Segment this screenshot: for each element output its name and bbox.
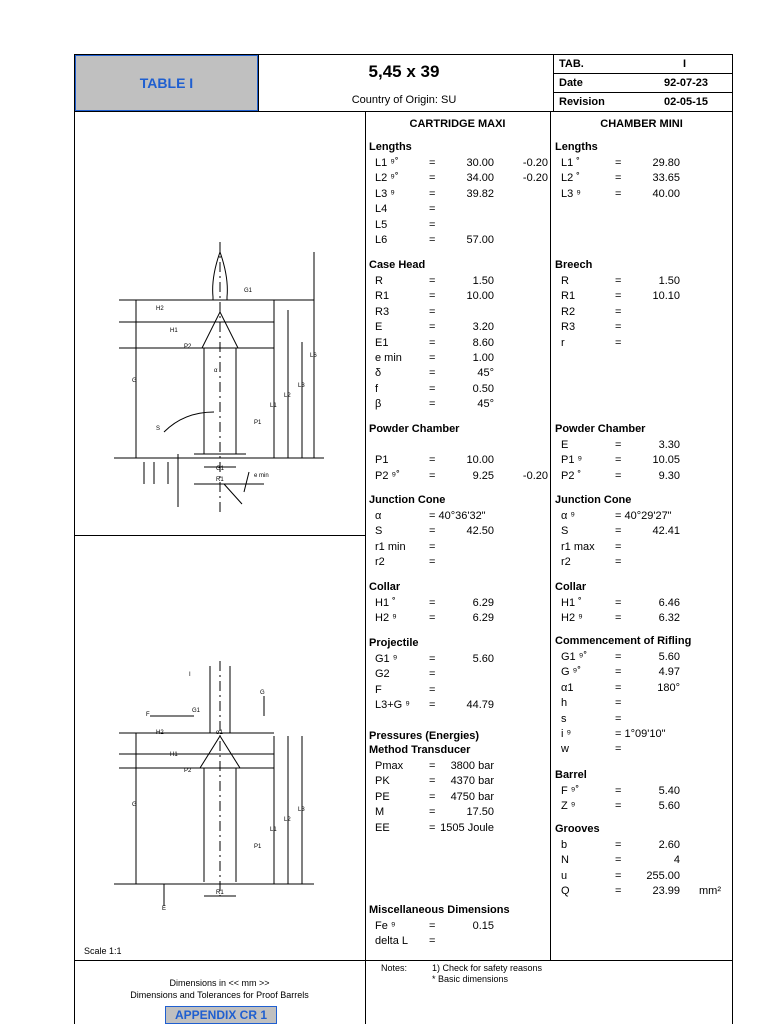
param-value: 2.60 bbox=[658, 839, 680, 851]
section-title: Junction Cone bbox=[555, 494, 632, 506]
notes-label: Notes: bbox=[381, 963, 408, 973]
param-equals: = bbox=[429, 920, 436, 932]
section-title: Case Head bbox=[369, 259, 426, 271]
param-value: 29.80 bbox=[652, 157, 680, 169]
param-tolerance: -0.20 bbox=[522, 172, 548, 185]
date-label: Date bbox=[559, 77, 583, 89]
section-title: Method Transducer bbox=[369, 744, 471, 756]
param-name: u bbox=[561, 869, 568, 882]
param-value: 0.15 bbox=[472, 920, 494, 932]
param-name: Pmax bbox=[375, 760, 404, 772]
param-equals: = bbox=[429, 540, 436, 553]
param-equals: = bbox=[615, 525, 622, 538]
label-h2: H2 bbox=[156, 306, 164, 312]
param-equals: = bbox=[429, 935, 436, 948]
section-title: Lengths bbox=[555, 141, 598, 153]
label-r1: R1 bbox=[216, 477, 224, 483]
revision-value: 02-05-15 bbox=[664, 96, 709, 108]
param-equals: = 40°29'27" bbox=[615, 510, 672, 522]
param-name: w bbox=[561, 743, 569, 756]
section-title: Barrel bbox=[555, 769, 587, 781]
param-equals: = bbox=[429, 234, 436, 246]
param-equals: = bbox=[615, 275, 622, 287]
param-name: R3 bbox=[375, 305, 390, 318]
param-value: 0.50 bbox=[472, 382, 494, 395]
label-e-ch: E bbox=[162, 906, 167, 912]
param-name: E bbox=[375, 321, 383, 334]
param-value: 5.60 bbox=[472, 653, 494, 665]
param-value: 3800 bar bbox=[450, 760, 494, 772]
param-value: 8.60 bbox=[472, 336, 494, 349]
param-equals: = bbox=[615, 885, 622, 898]
param-name: R bbox=[375, 275, 383, 287]
param-name: f bbox=[375, 382, 379, 395]
label-i-ch: I bbox=[189, 672, 191, 678]
param-value: 3.30 bbox=[658, 439, 680, 451]
param-tolerance: -0.20 bbox=[522, 157, 548, 169]
param-name: R3 bbox=[561, 321, 576, 334]
label-l2-ch: L2 bbox=[284, 817, 291, 823]
param-value: 45° bbox=[477, 367, 494, 380]
param-name: H1 ˚ bbox=[375, 597, 396, 609]
param-name: r bbox=[561, 336, 565, 349]
param-value: 6.46 bbox=[658, 597, 680, 609]
param-name: L2 ˚ bbox=[561, 172, 580, 185]
param-name: M bbox=[375, 806, 385, 819]
param-equals: = bbox=[615, 172, 622, 185]
param-name: h bbox=[561, 697, 568, 710]
param-name: α1 bbox=[561, 681, 574, 694]
param-name: α ⁹ bbox=[561, 510, 576, 522]
param-equals: = bbox=[429, 336, 436, 349]
param-equals: = bbox=[429, 683, 436, 696]
param-value: 57.00 bbox=[466, 234, 494, 246]
param-name: G1 ⁹ bbox=[375, 653, 398, 665]
param-name: e min bbox=[375, 352, 402, 364]
chamber-drawing bbox=[74, 536, 365, 960]
param-equals: = bbox=[429, 699, 436, 712]
param-name: L1 ⁹˚ bbox=[375, 157, 399, 169]
param-value: 1505 Joule bbox=[440, 821, 494, 834]
label-p2: P2 bbox=[184, 344, 192, 350]
param-equals: = bbox=[429, 305, 436, 318]
label-g1-ch: G1 bbox=[192, 708, 201, 714]
param-value: 33.65 bbox=[652, 172, 680, 185]
label-h1-ch: H1 bbox=[170, 752, 178, 758]
param-equals: = bbox=[429, 668, 436, 681]
param-name: L3 ⁹ bbox=[375, 187, 396, 200]
param-equals: = bbox=[429, 275, 436, 287]
param-equals: = bbox=[615, 854, 622, 867]
label-f: F bbox=[146, 712, 150, 718]
param-name: H2 ⁹ bbox=[561, 612, 583, 625]
param-equals: = bbox=[429, 525, 436, 538]
column-divider-right bbox=[550, 111, 551, 960]
section-title: Collar bbox=[369, 581, 401, 593]
param-name: b bbox=[561, 839, 568, 851]
country-of-origin: Country of Origin: SU bbox=[351, 94, 457, 106]
param-name: L3 ⁹ bbox=[561, 187, 582, 200]
param-equals: = bbox=[429, 367, 436, 380]
param-equals: = bbox=[429, 612, 436, 625]
param-equals: = bbox=[429, 203, 436, 216]
param-equals: = bbox=[615, 305, 622, 318]
tab-value: I bbox=[683, 58, 687, 70]
section-title: Miscellaneous Dimensions bbox=[369, 904, 510, 916]
param-value: 34.00 bbox=[466, 172, 494, 185]
date-value: 92-07-23 bbox=[664, 77, 709, 89]
param-value: 6.32 bbox=[658, 612, 680, 625]
section-title: Projectile bbox=[369, 637, 419, 649]
param-name: R2 bbox=[561, 305, 576, 318]
param-equals: = 1°09'10" bbox=[615, 728, 666, 740]
footer-divider bbox=[74, 960, 733, 961]
label-p1-ch: P1 bbox=[254, 844, 262, 850]
section-title: Collar bbox=[555, 581, 587, 593]
param-equals: = bbox=[429, 172, 436, 185]
param-value: 9.25 bbox=[472, 469, 494, 482]
param-name: L6 bbox=[375, 234, 388, 246]
label-alpha: α bbox=[214, 368, 218, 374]
param-name: L3+G ⁹ bbox=[375, 699, 410, 712]
param-name: PK bbox=[375, 775, 390, 788]
param-equals: = bbox=[615, 336, 622, 349]
param-equals: = bbox=[615, 157, 622, 169]
section-title: Grooves bbox=[555, 823, 600, 835]
label-g-top-ch: G bbox=[260, 690, 265, 696]
param-name: i ⁹ bbox=[561, 728, 572, 740]
label-l6: L6 bbox=[310, 353, 317, 359]
param-value: 23.99 bbox=[652, 885, 680, 898]
param-value: 4370 bar bbox=[450, 775, 494, 788]
param-tolerance: -0.20 bbox=[522, 469, 548, 482]
revision-row bbox=[553, 93, 733, 111]
dimensions-unit: Dimensions in << mm >> bbox=[169, 978, 270, 988]
section-title: Breech bbox=[555, 259, 593, 271]
section-title: Powder Chamber bbox=[369, 423, 460, 435]
date-row bbox=[553, 74, 733, 92]
table-label: TABLE I bbox=[75, 55, 258, 111]
param-equals: = bbox=[429, 352, 436, 364]
param-equals: = bbox=[429, 187, 436, 200]
param-name: L1 ˚ bbox=[561, 157, 580, 169]
param-name: N bbox=[561, 854, 569, 867]
label-r1-ch: R1 bbox=[216, 890, 224, 896]
section-title: Powder Chamber bbox=[555, 423, 646, 435]
label-g-ch: G bbox=[132, 802, 137, 808]
param-value: 10.00 bbox=[466, 290, 494, 303]
param-name: L4 bbox=[375, 203, 388, 216]
param-value: 4.97 bbox=[658, 666, 680, 679]
param-equals: = bbox=[615, 556, 622, 569]
param-equals: = bbox=[615, 187, 622, 200]
param-equals: = bbox=[429, 321, 436, 334]
label-g1: G1 bbox=[244, 288, 253, 294]
param-value: 6.29 bbox=[472, 612, 494, 625]
label-l3: L3 bbox=[298, 383, 305, 389]
param-name: R bbox=[561, 275, 569, 287]
param-equals: = bbox=[429, 821, 436, 834]
param-value: 9.30 bbox=[658, 469, 680, 482]
label-l3-ch: L3 bbox=[298, 807, 305, 813]
param-equals: = bbox=[615, 800, 622, 813]
param-value: 44.79 bbox=[466, 699, 494, 712]
param-equals: = bbox=[615, 612, 622, 625]
param-name: r2 bbox=[375, 556, 385, 569]
param-value: 30.00 bbox=[466, 157, 494, 169]
label-h1: H1 bbox=[170, 328, 178, 334]
label-l1-ch: L1 bbox=[270, 827, 277, 833]
param-name: β bbox=[375, 398, 382, 411]
param-equals: = bbox=[615, 290, 622, 303]
param-equals: = bbox=[615, 697, 622, 710]
label-s: S bbox=[156, 426, 161, 432]
cartridge-drawing bbox=[74, 112, 365, 535]
param-value: 10.00 bbox=[466, 454, 494, 467]
param-name: Q bbox=[561, 885, 570, 898]
param-value: 4750 bar bbox=[450, 790, 494, 803]
param-value: 5.60 bbox=[658, 800, 680, 813]
param-equals: = bbox=[429, 556, 436, 569]
param-name: G2 bbox=[375, 668, 390, 681]
label-l1: L1 bbox=[270, 403, 277, 409]
param-name: PE bbox=[375, 790, 390, 803]
column-head-cartridge: CARTRIDGE MAXI bbox=[409, 118, 506, 130]
param-equals: = bbox=[429, 653, 436, 665]
param-value: 6.29 bbox=[472, 597, 494, 609]
param-equals: = bbox=[429, 454, 436, 467]
param-equals: = bbox=[615, 712, 622, 725]
param-equals: = bbox=[429, 469, 436, 482]
appendix-label: APPENDIX CR 1 bbox=[165, 1006, 277, 1024]
param-name: s bbox=[561, 712, 567, 725]
param-equals: = bbox=[429, 760, 436, 772]
tab-row bbox=[553, 55, 733, 73]
param-equals: = bbox=[429, 806, 436, 819]
param-name: G ⁹˚ bbox=[561, 666, 581, 679]
param-equals: = bbox=[615, 839, 622, 851]
param-value: 10.10 bbox=[652, 290, 680, 303]
param-name: P2 ˚ bbox=[561, 469, 582, 482]
param-value: 42.50 bbox=[466, 525, 494, 538]
param-equals: = bbox=[615, 321, 622, 334]
param-equals: = bbox=[615, 681, 622, 694]
param-value: 255.00 bbox=[646, 869, 680, 882]
label-p2-ch: P2 bbox=[184, 768, 192, 774]
param-name: delta L bbox=[375, 935, 409, 948]
param-name: P2 ⁹˚ bbox=[375, 469, 400, 482]
param-name: P1 ⁹ bbox=[561, 454, 583, 467]
label-l2: L2 bbox=[284, 393, 291, 399]
param-name: r2 bbox=[561, 556, 571, 569]
param-equals: = 40°36'32" bbox=[429, 510, 486, 522]
param-equals: = bbox=[615, 469, 622, 482]
param-equals: = bbox=[615, 785, 622, 797]
param-name: EE bbox=[375, 821, 390, 834]
param-equals: = bbox=[429, 382, 436, 395]
label-alpha1-ch: α1 bbox=[216, 730, 223, 736]
param-equals: = bbox=[429, 790, 436, 803]
param-name: L2 ⁹˚ bbox=[375, 172, 399, 185]
param-equals: = bbox=[615, 869, 622, 882]
tab-label: TAB. bbox=[559, 58, 584, 70]
param-value: 4 bbox=[673, 854, 680, 867]
param-name: H1 ˚ bbox=[561, 597, 582, 609]
dimensions-tolerances: Dimensions and Tolerances for Proof Barrels bbox=[130, 990, 309, 1000]
param-equals: = bbox=[615, 651, 622, 663]
label-e-min: e min bbox=[254, 473, 269, 479]
label-g: G bbox=[132, 378, 137, 384]
page-title: 5,45 x 39 bbox=[368, 62, 440, 81]
section-title: Pressures (Energies) bbox=[369, 730, 480, 742]
param-name: F ⁹˚ bbox=[561, 785, 580, 797]
param-name: δ bbox=[375, 367, 382, 380]
param-value: 10.05 bbox=[652, 454, 680, 467]
param-tolerance: mm² bbox=[699, 885, 721, 898]
scale-label: Scale 1:1 bbox=[84, 946, 122, 956]
param-equals: = bbox=[429, 290, 436, 303]
param-equals: = bbox=[615, 597, 622, 609]
param-value: 1.50 bbox=[472, 275, 494, 287]
param-equals: = bbox=[615, 666, 622, 679]
param-value: 45° bbox=[477, 398, 494, 411]
param-value: 42.41 bbox=[652, 525, 680, 538]
param-name: L5 bbox=[375, 218, 388, 231]
param-value: 180° bbox=[657, 681, 680, 694]
param-name: Z ⁹ bbox=[561, 800, 576, 813]
param-name: H2 ⁹ bbox=[375, 612, 397, 625]
param-name: S bbox=[561, 525, 569, 538]
param-name: R1 bbox=[561, 290, 576, 303]
param-name: r1 max bbox=[561, 540, 595, 553]
param-value: 40.00 bbox=[652, 187, 680, 200]
param-value: 5.40 bbox=[658, 785, 680, 797]
param-equals: = bbox=[429, 775, 436, 788]
param-value: 1.00 bbox=[472, 352, 494, 364]
param-name: E bbox=[561, 439, 569, 451]
param-name: P1 bbox=[375, 454, 389, 467]
param-name: α bbox=[375, 510, 382, 522]
param-name: G1 ⁹˚ bbox=[561, 651, 588, 663]
revision-label: Revision bbox=[559, 96, 605, 108]
note-1: 1) Check for safety reasons bbox=[432, 963, 543, 973]
param-value: 39.82 bbox=[466, 187, 494, 200]
param-equals: = bbox=[429, 157, 436, 169]
param-name: F bbox=[375, 683, 382, 696]
param-value: 3.20 bbox=[472, 321, 494, 334]
param-equals: = bbox=[429, 597, 436, 609]
column-head-chamber: CHAMBER MINI bbox=[600, 118, 683, 130]
param-value: 17.50 bbox=[466, 806, 494, 819]
param-name: r1 min bbox=[375, 540, 406, 553]
section-title: Junction Cone bbox=[369, 494, 446, 506]
param-name: R1 bbox=[375, 290, 390, 303]
section-title: Lengths bbox=[369, 141, 412, 153]
param-equals: = bbox=[429, 398, 436, 411]
param-name: S bbox=[375, 525, 383, 538]
section-title: Commencement of Rifling bbox=[555, 635, 692, 647]
note-2: * Basic dimensions bbox=[432, 974, 509, 984]
param-equals: = bbox=[615, 454, 622, 467]
label-p1: P1 bbox=[254, 420, 262, 426]
param-name: E1 bbox=[375, 336, 389, 349]
label-g1-base: G1 bbox=[216, 466, 225, 472]
label-h2-ch: H2 bbox=[156, 730, 164, 736]
param-value: 5.60 bbox=[658, 651, 680, 663]
param-equals: = bbox=[615, 540, 622, 553]
column-divider-left bbox=[365, 111, 366, 1024]
param-value: 1.50 bbox=[658, 275, 680, 287]
param-equals: = bbox=[429, 218, 436, 231]
param-equals: = bbox=[615, 743, 622, 756]
param-equals: = bbox=[615, 439, 622, 451]
param-name: Fe ⁹ bbox=[375, 920, 396, 932]
